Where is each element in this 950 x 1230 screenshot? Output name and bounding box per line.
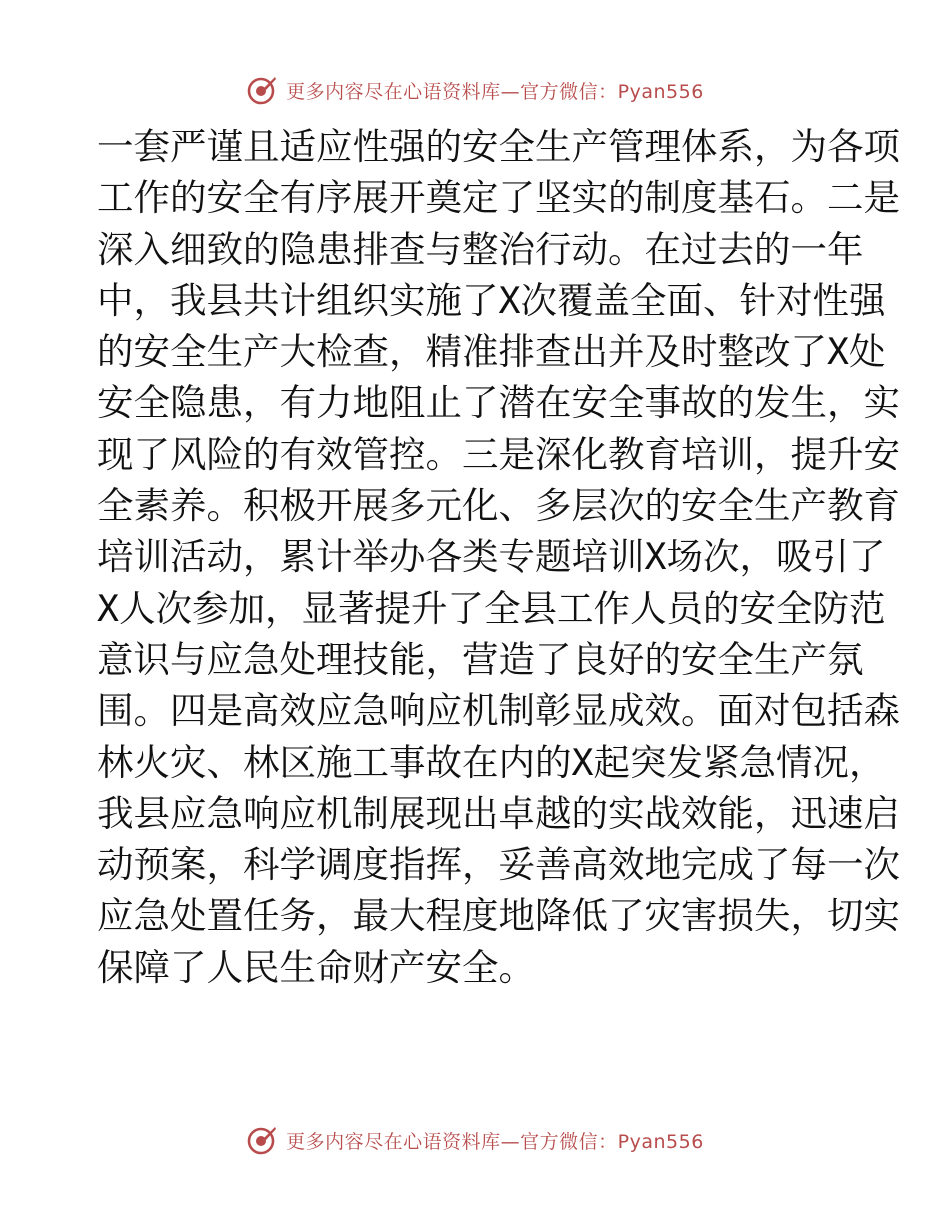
text-line: 意识与应急处理技能，营造了良好的安全生产氛 (97, 637, 864, 681)
document-body (97, 121, 900, 993)
text-line: 保障了人民生命财产安全。 (97, 945, 535, 989)
footer-watermark-text: 更多内容尽在心语资料库—官方微信：Pyan556 (286, 1130, 704, 1153)
text-line: 全素养。积极开展多元化、多层次的安全生产教育 (97, 484, 900, 528)
text-line: 深入细致的隐患排查与整治行动。在过去的一年 (97, 227, 864, 271)
header-watermark-text: 更多内容尽在心语资料库—官方微信：Pyan556 (286, 80, 704, 103)
quill-pen-circle-icon (246, 1124, 278, 1156)
header-watermark (0, 70, 950, 110)
footer-watermark (0, 1120, 950, 1160)
text-line: 中，我县共计组织实施了X次覆盖全面、针对性强 (97, 278, 886, 322)
text-line: 林火灾、林区施工事故在内的X起突发紧急情况， (97, 740, 886, 784)
text-line: 应急处置任务，最大程度地降低了灾害损失，切实 (97, 894, 900, 938)
text-line: 培训活动，累计举办各类专题培训X场次，吸引了 (97, 535, 886, 579)
text-line: 围。四是高效应急响应机制彰显成效。面对包括森 (97, 689, 900, 733)
text-line: 的安全生产大检查，精准排查出并及时整改了X处 (97, 330, 886, 374)
text-line: 安全隐患，有力地阻止了潜在安全事故的发生，实 (97, 381, 900, 425)
text-line: 我县应急响应机制展现出卓越的实战效能，迅速启 (97, 791, 900, 835)
text-line: X人次参加，显著提升了全县工作人员的安全防范 (97, 586, 886, 630)
text-line: 工作的安全有序展开奠定了坚实的制度基石。二是 (97, 176, 900, 220)
quill-pen-circle-icon (246, 74, 278, 106)
text-line: 一套严谨且适应性强的安全生产管理体系，为各项 (97, 125, 900, 168)
text-line: 动预案，科学调度指挥，妥善高效地完成了每一次 (97, 843, 900, 887)
text-line: 现了风险的有效管控。三是深化教育培训，提升安 (97, 432, 900, 476)
